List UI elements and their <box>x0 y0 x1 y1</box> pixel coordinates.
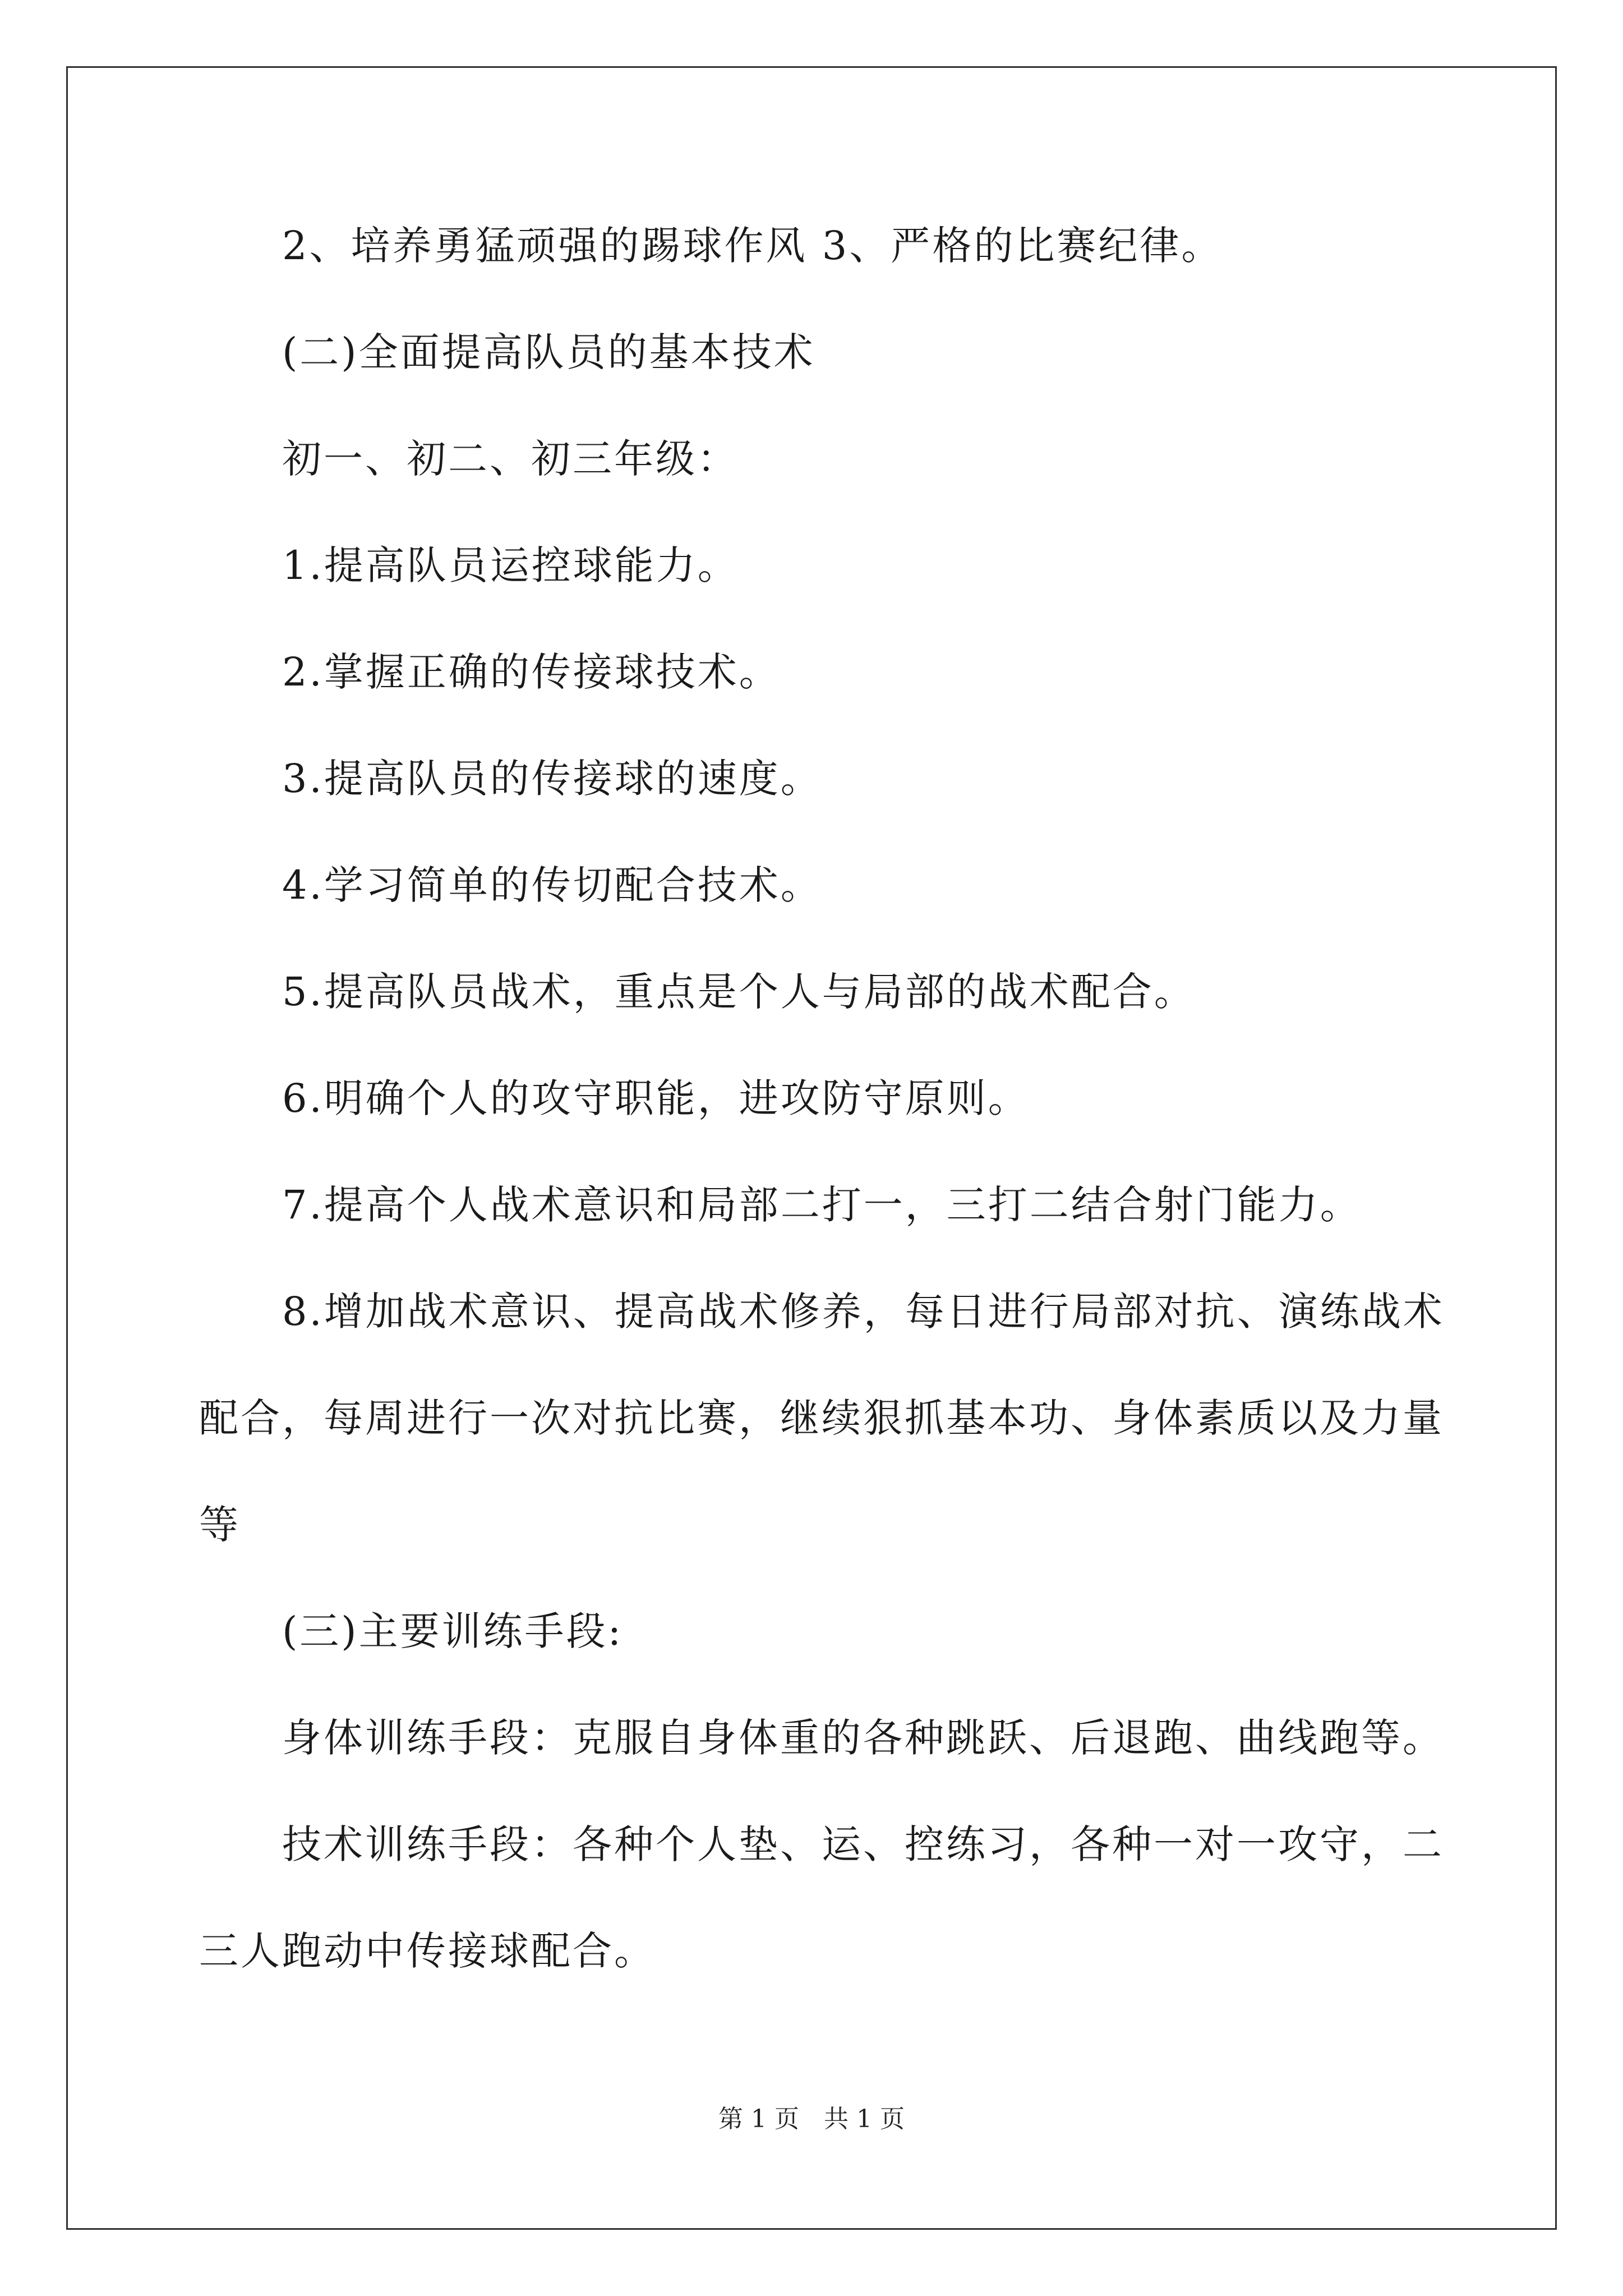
list-item: 3.提高队员的传接球的速度。 <box>282 756 822 802</box>
list-item: 7.提高个人战术意识和局部二打一，三打二结合射门能力。 <box>282 1182 1362 1228</box>
text-line: 身体训练手段：克服自身体重的各种跳跃、后退跑、曲线跑等。 <box>282 1715 1444 1761</box>
list-item: 2.掌握正确的传接球技术。 <box>282 649 781 695</box>
section-heading: (三)主要训练手段: <box>282 1608 624 1654</box>
list-item: 4.学习简单的传切配合技术。 <box>282 862 822 908</box>
text-line: 初一、初二、初三年级： <box>282 436 739 482</box>
text-line: 2、培养勇猛顽强的踢球作风 3、严格的比赛纪律。 <box>282 223 1223 269</box>
list-item: 1.提高队员运控球能力。 <box>282 542 739 588</box>
list-item: 6.明确个人的攻守职能，进攻防守原则。 <box>282 1075 1030 1121</box>
text-line: 配合，每周进行一次对抗比赛，继续狠抓基本功、身体素质以及力量 <box>199 1395 1444 1441</box>
section-heading: (二)全面提高队员的基本技术 <box>282 329 815 375</box>
page-border <box>66 66 1557 2230</box>
text-line: 等 <box>199 1502 241 1548</box>
page-footer: 第 1 页 共 1 页 <box>718 2105 905 2133</box>
list-item: 5.提高队员战术，重点是个人与局部的战术配合。 <box>282 969 1196 1015</box>
text-line: 三人跑动中传接球配合。 <box>199 1928 656 1974</box>
list-item: 8.增加战术意识、提高战术修养，每日进行局部对抗、演练战术 <box>282 1289 1445 1335</box>
text-line: 技术训练手段：各种个人垫、运、控练习，各种一对一攻守，二 <box>282 1821 1444 1867</box>
